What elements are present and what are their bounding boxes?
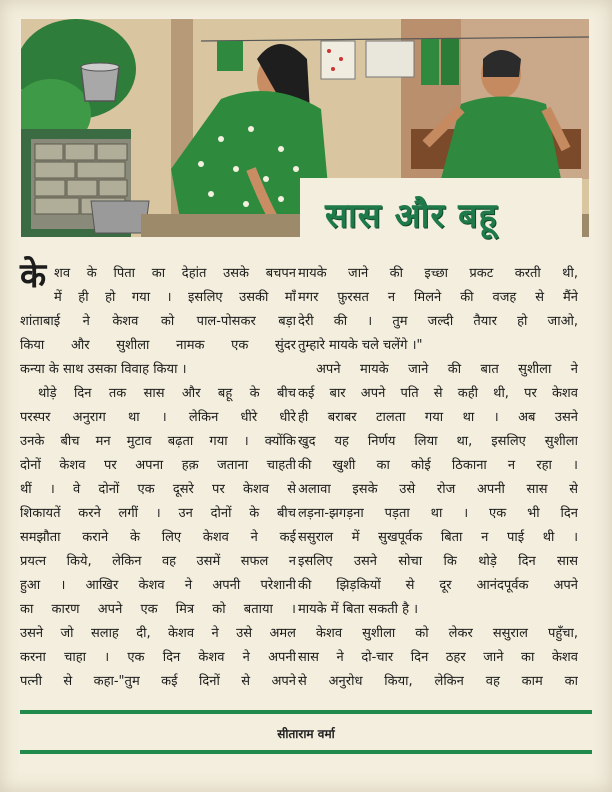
- paragraph-line: खुद यह निर्णय लिया था, इसलिए सुशीला: [298, 434, 578, 449]
- paragraph-line: सास ने दो-चार दिन ठहर जाने का केशव: [298, 650, 578, 665]
- paragraph-line: दोनों केशव पर अपना हक़ जताना चाहती: [20, 458, 296, 473]
- author-byline: सीताराम वर्मा: [277, 727, 335, 741]
- paragraph-line: करना चाहा । एक दिन केशव ने अपनी: [20, 650, 296, 665]
- paragraph-line: उनके बीच मन मुटाव बढ़ता गया । क्योंकि: [20, 434, 296, 449]
- paragraph-line: अपने मायके जाने की बात सुशीला ने: [316, 362, 578, 377]
- paragraph-line: किया और सुशीला नामक एक सुंदर: [20, 338, 296, 353]
- divider-top: [20, 710, 592, 714]
- paragraph-line: शिकायतें करने लगीं । उन दोनों के बीच: [20, 506, 296, 521]
- paragraph-line: अलावा इसके उसे रोज अपनी सास से: [298, 482, 578, 497]
- paragraph-line: पत्नी से कहा-"तुम कई दिनों से अपने: [20, 674, 296, 689]
- paragraph-line: देरी की । तुम जल्दी तैयार हो जाओ,: [298, 314, 578, 329]
- paragraph-line: कई बार अपने पति से कही थी, पर केशव: [298, 386, 578, 401]
- paragraph-line: ससुराल में सुखपूर्वक बिता न पाई थी ।: [298, 530, 578, 545]
- paragraph-line: तुम्हारे मायके चले चलेंगे ।": [298, 338, 423, 353]
- paragraph-line: इसलिए उसने सोचा कि थोड़े दिन सास: [298, 554, 578, 569]
- paragraph-line: की झिड़कियों से दूर आनंदपूर्वक अपने: [298, 578, 578, 593]
- paragraph-line: लड़ना-झगड़ना पड़ता था । एक भी दिन: [298, 506, 578, 521]
- paragraph-line: ही बराबर टालता गया था । अब उसने: [298, 410, 578, 425]
- paragraph-line: मायके में बिता सकती है ।: [298, 602, 419, 617]
- paragraph-line: उसने जो सलाह दी, केशव ने उसे अमल: [20, 626, 296, 641]
- paragraph-line: हुआ । आखिर केशव ने अपनी परेशानी: [20, 578, 296, 593]
- paragraph-line: थीं । वे दोनों एक दूसरे पर केशव से: [20, 482, 296, 497]
- divider-bottom: [20, 750, 592, 754]
- paragraph-line: समझौता कराने के लिए केशव ने कई: [20, 530, 296, 545]
- paragraph-line: की खुशी का कोई ठिकाना न रहा ।: [298, 458, 578, 473]
- paragraph-line: का कारण अपने एक मित्र को बताया ।: [20, 602, 296, 617]
- story-title: सास और बहू: [325, 196, 498, 236]
- paragraph-line: से अनुरोध किया, लेकिन वह काम का: [298, 674, 578, 689]
- paragraph-line: शांताबाई ने केशव को पाल-पोसकर बड़ा: [20, 314, 296, 329]
- paragraph-line: कन्या के साथ उसका विवाह किया ।: [20, 362, 187, 377]
- paragraph-line: परस्पर अनुराग था । लेकिन धीरे धीरे: [20, 410, 296, 425]
- paragraph-line: थोड़े दिन तक सास और बहू के बीच: [38, 386, 296, 401]
- paragraph-line: में ही हो गया । इसलिए उसकी माँ: [54, 290, 296, 305]
- paragraph-line: मगर फ़ुरसत न मिलने की वजह से मैंने: [298, 290, 578, 305]
- drop-cap: के: [20, 256, 47, 296]
- paragraph-line: शव के पिता का देहांत उसके बचपन: [54, 266, 296, 281]
- paragraph-line: केशव सुशीला को लेकर ससुराल पहुँचा,: [316, 626, 578, 641]
- paragraph-line: मायके जाने की इच्छा प्रकट करती थी,: [298, 266, 578, 281]
- paragraph-line: प्रयत्न किये, लेकिन वह उसमें सफल न: [20, 554, 296, 569]
